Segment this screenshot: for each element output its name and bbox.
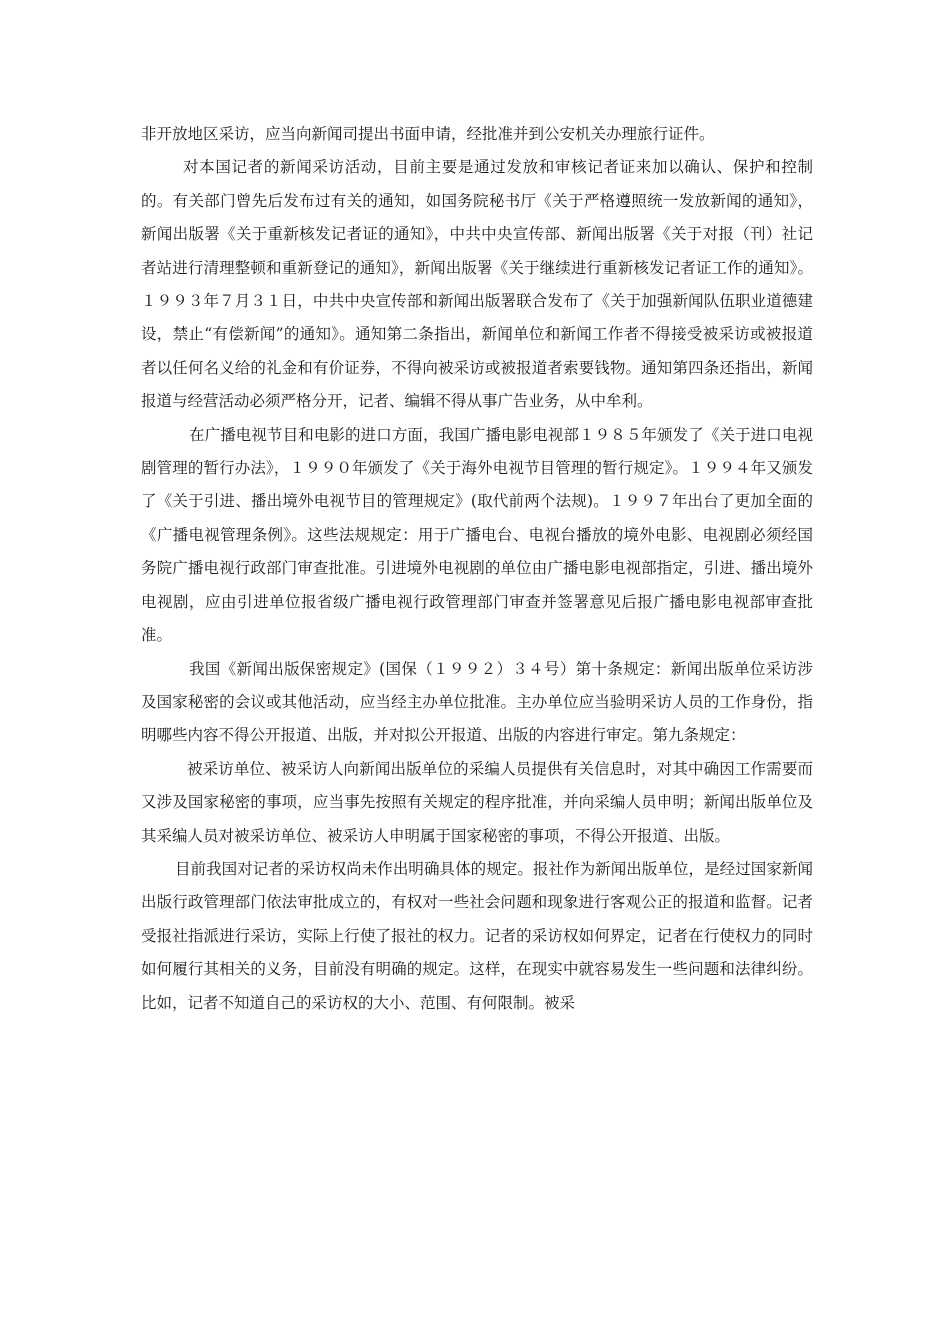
paragraph-secrecy-rules: 我国《新闻出版保密规定》(国保（１９９２）３４号）第十条规定：新闻出版单位采访涉及国家秘密的会议或其他活动，应当经主办单位批准。主办单位应当验明采访人员的工作身份，指明哪些内容不得公开报道、出版，并对拟公开报道、出版的内容进行审定。第九条规定： xyxy=(141,659,813,745)
document-page xyxy=(141,118,813,1020)
paragraph-continuation: 非开放地区采访，应当向新闻司提出书面申请，经批准并到公安机关办理旅行证件。 xyxy=(141,125,715,143)
paragraph-broadcast-imports: 在广播电视节目和电影的进口方面，我国广播电影电视部１９８５年颁发了《关于进口电视剧管理的暂行办法》，１９９０年颁发了《关于海外电视节目管理的暂行规定》。１９９４年又颁发了《关于引进、播出境外电视节目的管理规定》(取代前两个法规)。１９９７年出台了更加全面的《广播电视管理条例》。这些法规规定：用于广播电台、电视台播放的境外电影、电视剧必须经国务院广播电视行政部门审查批准。引进境外电视剧的单位由广播电影电视部指定，引进、播出境外电视剧，应由引进单位报省级广播电视行政管理部门审查并签署意见后报广播电影电视部审查批准。 xyxy=(141,425,813,645)
paragraph-reporter-credentials: 对本国记者的新闻采访活动，目前主要是通过发放和审核记者证来加以确认、保护和控制的。有关部门曾先后发布过有关的通知，如国务院秘书厅《关于严格遵照统一发放新闻的通知》，新闻出版署《关于重新核发记者证的通知》，中共中央宣传部、新闻出版署《关于对报（刊）社记者站进行清理整顿和重新登记的通知》，新闻出版署《关于继续进行重新核发记者证工作的通知》。１９９３年７月３１日，中共中央宣传部和新闻出版署联合发布了《关于加强新闻队伍职业道德建设，禁止“有偿新闻”的通知》。通知第二条指出，新闻单位和新闻工作者不得接受被采访或被报道者以任何名义给的礼金和有价证券，不得向被采访或被报道者索要钱物。通知第四条还指出，新闻报道与经营活动必须严格分开，记者、编辑不得从事广告业务，从中牟利。 xyxy=(141,158,813,411)
paragraph-interview-rights: 目前我国对记者的采访权尚未作出明确具体的规定。报社作为新闻出版单位，是经过国家新闻出版行政管理部门依法审批成立的，有权对一些社会问题和现象进行客观公正的报道和监督。记者受报社指派进行采访，实际上行使了报社的权力。记者的采访权如何界定，记者在行使权力的同时如何履行其相关的义务，目前没有明确的规定。这样，在现实中就容易发生一些问题和法律纠纷。比如，记者不知道自己的采访权的大小、范围、有何限制。被采 xyxy=(141,859,813,1012)
paragraph-article-nine-quote: 被采访单位、被采访人向新闻出版单位的采编人员提供有关信息时，对其中确因工作需要而又涉及国家秘密的事项，应当事先按照有关规定的程序批准，并向采编人员申明；新闻出版单位及其采编人员对被采访单位、被采访人申明属于国家秘密的事项，不得公开报道、出版。 xyxy=(141,759,813,845)
